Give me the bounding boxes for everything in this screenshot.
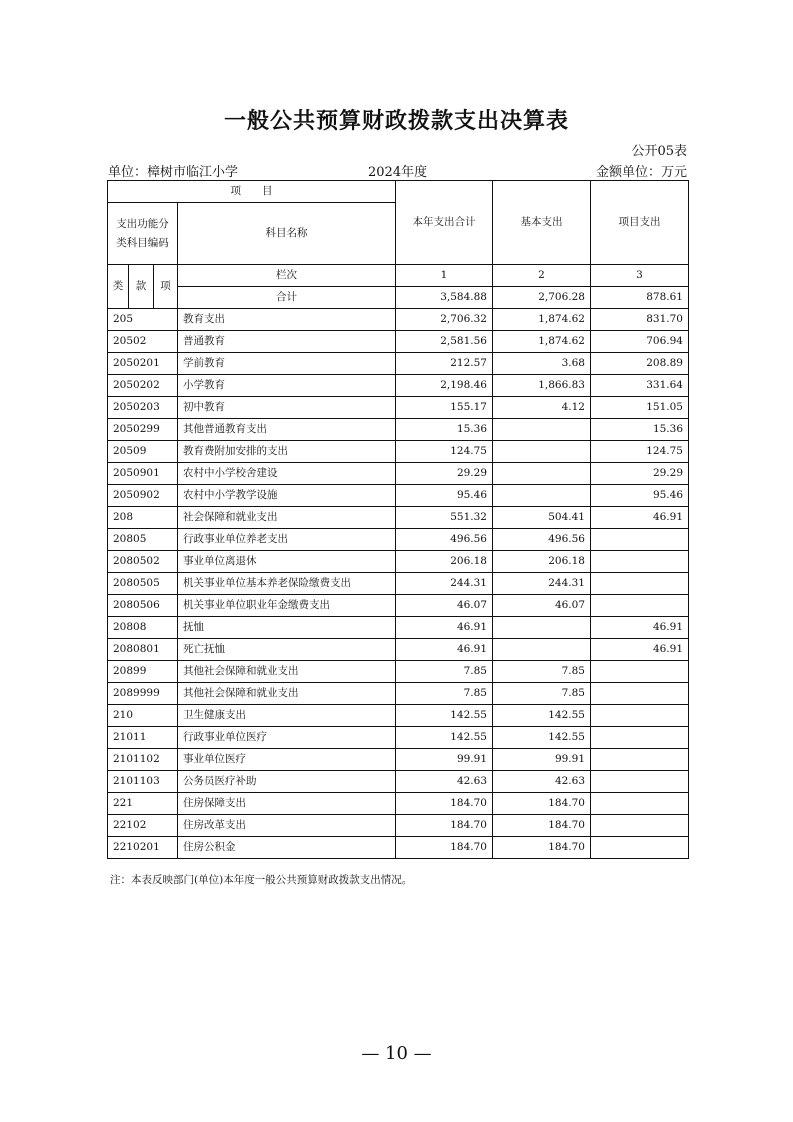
page-number: — 10 — — [361, 1043, 432, 1064]
cell-basic — [493, 419, 591, 441]
xiang-header: 项 — [154, 265, 178, 309]
cell-basic: 1,866.83 — [493, 375, 591, 397]
table-row — [108, 529, 689, 551]
table-row — [108, 771, 689, 793]
cell-code: 2050202 — [108, 375, 178, 397]
cell-total: 2,198.46 — [396, 375, 493, 397]
cell-name: 小学教育 — [178, 375, 396, 397]
document-title: 一般公共预算财政拨款支出决算表 — [223, 108, 569, 134]
table-row — [108, 463, 689, 485]
table-row — [108, 353, 689, 375]
cell-code: 2050901 — [108, 463, 178, 485]
cell-total: 551.32 — [396, 507, 493, 529]
cell-basic: 142.55 — [493, 727, 591, 749]
cell-total: 155.17 — [396, 397, 493, 419]
cell-project — [591, 595, 689, 617]
cell-basic: 46.07 — [493, 595, 591, 617]
cell-total: 184.70 — [396, 815, 493, 837]
cell-name: 其他普通教育支出 — [178, 419, 396, 441]
cell-project — [591, 661, 689, 683]
cell-name: 农村中小学校舍建设 — [178, 463, 396, 485]
cell-project: 29.29 — [591, 463, 689, 485]
cell-total: 184.70 — [396, 837, 493, 859]
cell-project: 208.89 — [591, 353, 689, 375]
cell-total: 142.55 — [396, 727, 493, 749]
cell-project — [591, 771, 689, 793]
cell-project — [591, 683, 689, 705]
cell-name: 行政事业单位医疗 — [178, 727, 396, 749]
cell-code: 20808 — [108, 617, 178, 639]
cell-code: 20509 — [108, 441, 178, 463]
cell-project — [591, 793, 689, 815]
cell-basic: 3.68 — [493, 353, 591, 375]
fiscal-year: 2024年度 — [368, 165, 428, 180]
cell-name: 住房保障支出 — [178, 793, 396, 815]
cell-code: 2080505 — [108, 573, 178, 595]
cell-project: 124.75 — [591, 441, 689, 463]
cell-code: 2050902 — [108, 485, 178, 507]
header-row-item — [108, 181, 689, 203]
cell-total: 46.91 — [396, 617, 493, 639]
table-row — [108, 661, 689, 683]
cell-basic: 4.12 — [493, 397, 591, 419]
table-row — [108, 485, 689, 507]
cell-project: 46.91 — [591, 507, 689, 529]
cell-total: 29.29 — [396, 463, 493, 485]
table-row — [108, 683, 689, 705]
cell-code: 20502 — [108, 331, 178, 353]
cell-name: 死亡抚恤 — [178, 639, 396, 661]
cell-code: 2050203 — [108, 397, 178, 419]
cell-name: 其他社会保障和就业支出 — [178, 661, 396, 683]
cell-project — [591, 837, 689, 859]
cell-project — [591, 573, 689, 595]
cell-basic: 184.70 — [493, 815, 591, 837]
cell-project: 831.70 — [591, 309, 689, 331]
cell-code: 22102 — [108, 815, 178, 837]
cell-name: 机关事业单位基本养老保险缴费支出 — [178, 573, 396, 595]
expenditure-table — [107, 180, 689, 859]
cell-name: 其他社会保障和就业支出 — [178, 683, 396, 705]
table-row — [108, 573, 689, 595]
cell-basic — [493, 485, 591, 507]
cell-code: 210 — [108, 705, 178, 727]
money-unit: 金额单位：万元 — [595, 165, 687, 180]
item-header: 项 目 — [108, 181, 396, 203]
col3-header: 项目支出 — [591, 181, 689, 265]
cell-basic: 184.70 — [493, 793, 591, 815]
cell-project — [591, 551, 689, 573]
cell-project: 706.94 — [591, 331, 689, 353]
cell-total: 184.70 — [396, 793, 493, 815]
kuan-header: 款 — [129, 265, 154, 309]
cell-basic — [493, 639, 591, 661]
cell-basic: 1,874.62 — [493, 331, 591, 353]
cell-code: 2089999 — [108, 683, 178, 705]
cell-code: 2080801 — [108, 639, 178, 661]
cell-project: 46.91 — [591, 617, 689, 639]
cell-basic — [493, 617, 591, 639]
cell-basic: 142.55 — [493, 705, 591, 727]
table-row — [108, 727, 689, 749]
cell-name: 社会保障和就业支出 — [178, 507, 396, 529]
cell-code: 205 — [108, 309, 178, 331]
cell-basic — [493, 463, 591, 485]
table-row — [108, 815, 689, 837]
cell-code: 2101102 — [108, 749, 178, 771]
cell-project: 331.64 — [591, 375, 689, 397]
cell-basic: 1,874.62 — [493, 309, 591, 331]
name-header: 科目名称 — [178, 203, 396, 265]
table-row — [108, 309, 689, 331]
cell-total: 46.91 — [396, 639, 493, 661]
unit-name: 单位：樟树市临江小学 — [108, 165, 239, 180]
col2-number: 2 — [493, 265, 591, 287]
cell-basic: 206.18 — [493, 551, 591, 573]
cell-total: 2,581.56 — [396, 331, 493, 353]
cell-total: 2,706.32 — [396, 309, 493, 331]
cell-name: 教育费附加安排的支出 — [178, 441, 396, 463]
cell-total: 15.36 — [396, 419, 493, 441]
table-row — [108, 595, 689, 617]
cell-basic: 504.41 — [493, 507, 591, 529]
cell-code: 2080502 — [108, 551, 178, 573]
cell-total: 496.56 — [396, 529, 493, 551]
cell-name: 公务员医疗补助 — [178, 771, 396, 793]
cell-project — [591, 749, 689, 771]
cell-total: 212.57 — [396, 353, 493, 375]
cell-name: 学前教育 — [178, 353, 396, 375]
col3-number: 3 — [591, 265, 689, 287]
table-row — [108, 375, 689, 397]
cell-name: 事业单位离退休 — [178, 551, 396, 573]
cell-basic: 7.85 — [493, 661, 591, 683]
cell-total: 244.31 — [396, 573, 493, 595]
form-number: 公开05表 — [631, 144, 687, 159]
col1-header: 本年支出合计 — [396, 181, 493, 265]
cell-code: 20805 — [108, 529, 178, 551]
table-row — [108, 705, 689, 727]
lanci-label: 栏次 — [178, 265, 396, 287]
cell-basic: 99.91 — [493, 749, 591, 771]
total-label: 合计 — [178, 287, 396, 309]
cell-name: 行政事业单位养老支出 — [178, 529, 396, 551]
total-col3: 878.61 — [591, 287, 689, 309]
cell-code: 2101103 — [108, 771, 178, 793]
cell-name: 普通教育 — [178, 331, 396, 353]
cell-name: 抚恤 — [178, 617, 396, 639]
cell-name: 初中教育 — [178, 397, 396, 419]
table-row — [108, 639, 689, 661]
cell-name: 住房改革支出 — [178, 815, 396, 837]
cell-code: 2050299 — [108, 419, 178, 441]
cell-name: 农村中小学教学设施 — [178, 485, 396, 507]
cell-code: 2080506 — [108, 595, 178, 617]
cell-project — [591, 815, 689, 837]
cell-basic: 7.85 — [493, 683, 591, 705]
table-row — [108, 617, 689, 639]
cell-project — [591, 529, 689, 551]
cell-total: 7.85 — [396, 683, 493, 705]
cell-total: 206.18 — [396, 551, 493, 573]
cell-total: 7.85 — [396, 661, 493, 683]
lei-header: 类 — [108, 265, 129, 309]
cell-total: 99.91 — [396, 749, 493, 771]
cell-name: 机关事业单位职业年金缴费支出 — [178, 595, 396, 617]
table-row — [108, 793, 689, 815]
code-header: 支出功能分类科目编码 — [108, 203, 178, 265]
table-row — [108, 419, 689, 441]
cell-name: 事业单位医疗 — [178, 749, 396, 771]
total-col2: 2,706.28 — [493, 287, 591, 309]
cell-code: 208 — [108, 507, 178, 529]
total-row — [108, 287, 689, 309]
table-note: 注：本表反映部门(单位)本年度一般公共预算财政拨款支出情况。 — [110, 874, 413, 886]
cell-basic: 184.70 — [493, 837, 591, 859]
cell-project: 95.46 — [591, 485, 689, 507]
cell-project — [591, 705, 689, 727]
cell-total: 95.46 — [396, 485, 493, 507]
cell-project: 151.05 — [591, 397, 689, 419]
cell-total: 142.55 — [396, 705, 493, 727]
table-row — [108, 837, 689, 859]
cell-total: 42.63 — [396, 771, 493, 793]
cell-project: 46.91 — [591, 639, 689, 661]
cell-basic: 42.63 — [493, 771, 591, 793]
cell-code: 21011 — [108, 727, 178, 749]
cell-code: 221 — [108, 793, 178, 815]
cell-project — [591, 727, 689, 749]
cell-name: 住房公积金 — [178, 837, 396, 859]
cell-total: 46.07 — [396, 595, 493, 617]
cell-project: 15.36 — [591, 419, 689, 441]
cell-code: 2210201 — [108, 837, 178, 859]
table-row — [108, 507, 689, 529]
col1-number: 1 — [396, 265, 493, 287]
table-row — [108, 441, 689, 463]
table-row — [108, 397, 689, 419]
table-row — [108, 551, 689, 573]
table-row — [108, 749, 689, 771]
cell-name: 卫生健康支出 — [178, 705, 396, 727]
header-row-lanci — [108, 265, 689, 287]
cell-basic: 244.31 — [493, 573, 591, 595]
cell-basic: 496.56 — [493, 529, 591, 551]
cell-code: 20899 — [108, 661, 178, 683]
cell-total: 124.75 — [396, 441, 493, 463]
cell-basic — [493, 441, 591, 463]
col2-header: 基本支出 — [493, 181, 591, 265]
table-row — [108, 331, 689, 353]
cell-name: 教育支出 — [178, 309, 396, 331]
total-col1: 3,584.88 — [396, 287, 493, 309]
cell-code: 2050201 — [108, 353, 178, 375]
